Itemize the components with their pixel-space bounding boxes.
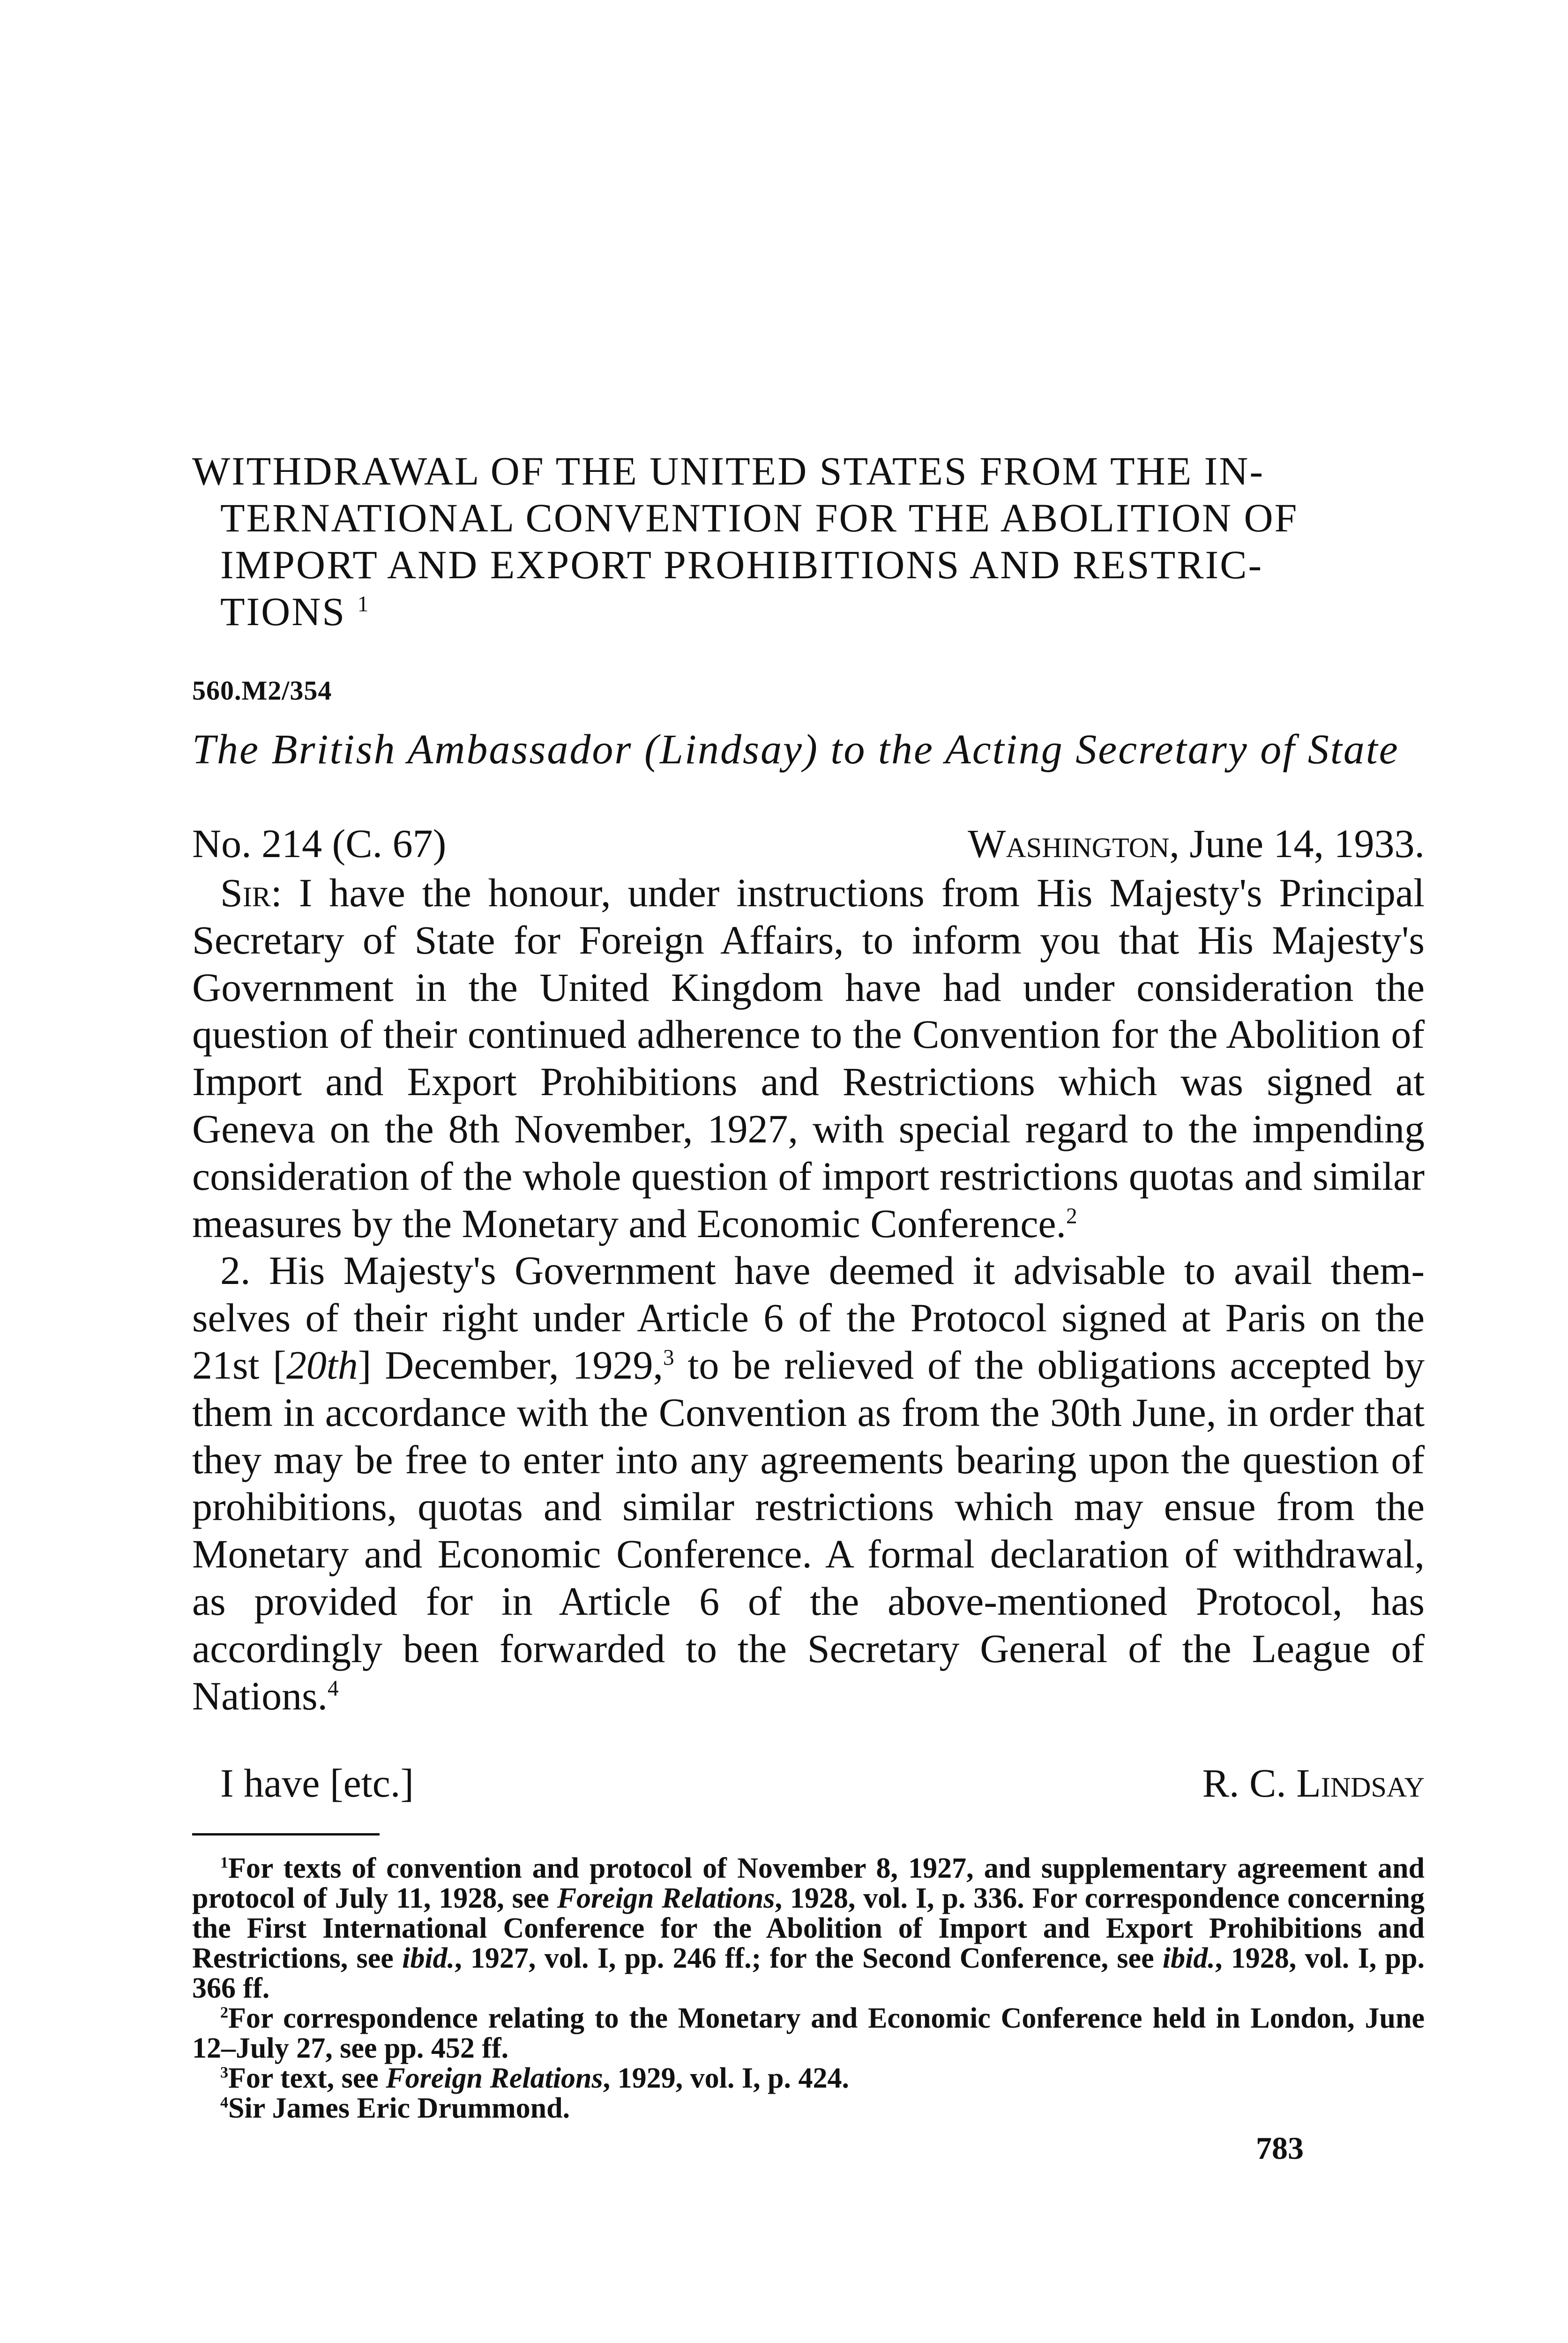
title-line-2: TERNATIONAL CONVENTION FOR THE ABOLITION OF [220,495,1299,540]
footnote-1-italic-b: ibid. [402,1942,455,1974]
footnote-3-number: 3 [220,2064,229,2082]
footnote-1-text-c: , 1927, vol. I, pp. 246 ff.; for the Second Conference, see [455,1942,1163,1974]
paragraph-2-italic: 20th [286,1342,358,1388]
page-number: 783 [1256,2130,1304,2166]
title-line-4: TIONS [220,589,346,634]
paragraph-2-text-b: ] December, 1929, [358,1342,663,1388]
footnote-divider [192,1833,380,1836]
footnote-4-number: 4 [220,2094,229,2112]
footnote-1-number: 1 [220,1854,229,1872]
footnote-4 [192,2093,1425,2123]
footnote-ref-2: 2 [1066,1203,1077,1228]
title-line-1: WITHDRAWAL OF THE UNITED STATES FROM THE IN- [192,448,1265,493]
footnote-3 [192,2063,1425,2093]
signature: R. C. Lindsay [1202,1761,1425,1806]
footnote-2-number: 2 [220,2004,229,2022]
footnote-3-italic: Foreign Relations [386,2062,603,2094]
salutation: Sir [220,870,271,915]
footnote-1 [192,1853,1425,2003]
title-line-3: IMPORT AND EXPORT PROHIBITIONS AND RESTRIC- [220,542,1263,587]
complimentary-close: I have [etc.] [220,1761,414,1806]
footnote-3-text-a: For text, see [228,2062,386,2094]
footnote-1-text-a: For texts of convention and protocol of November 8, 1927, and supplementary agreement and protocol of July 11, 1928, see [192,1852,1425,1914]
footnote-1-text-d: , 1928, vol. I, pp. 366 ff. [192,1942,1425,2004]
place: Washington [968,821,1170,866]
footnotes [192,1853,1425,2123]
document-title [192,448,1425,635]
footnote-4-text: Sir James Eric Drummond. [228,2092,570,2124]
file-number: 560.M2/354 [192,675,332,706]
paragraph-2-text-a: 2. His Majesty's Government have deemed it advisable to avail themselves of their right under Article 6 of the Protocol signed at Paris on the 21st [ [192,1248,1425,1388]
letter-body [192,869,1425,1719]
footnote-ref-4: 4 [328,1676,339,1701]
title-footnote-ref: 1 [357,592,370,617]
document-heading: The British Ambassador (Lindsay) to the Acting Secretary of State [192,726,1399,773]
footnote-2 [192,2003,1425,2063]
paragraph-1-text: : I have the honour, under instructions from His Majesty's Principal Secretary of State for Foreign Affairs, to inform you that His Majesty's Government in the United Kingdom have had under consideration the question of their continued adherence to the Convention for the Abolition of Import and Export Prohibitions and Restrictions which was signed at Geneva on the 8th November, 1927, with special regard to the impending consideration of the whole question of import restrictions quotas and similar measures by the Monetary and Economic Conference. [192,870,1425,1246]
footnote-1-italic-c: ibid. [1162,1942,1215,1974]
place-date [968,820,1425,867]
footnote-1-text-b: , 1928, vol. I, p. 336. For correspondence concerning the First International Conference for the Abolition of Import and Export Prohibitions and Restrictions, see [192,1882,1425,1974]
footnote-3-text-b: , 1929, vol. I, p. 424. [603,2062,850,2094]
paragraph-2-text-c: to be relieved of the obligations accepted by them in accordance with the Convention as from the 30th June, in order that they may be free to enter into any agreements bearing upon the question of prohibitions, quotas and similar restrictions which may ensue from the Monetary and Economic Conference. A formal declaration of withdrawal, as provided for in Article 6 of the above-mentioned Protocol, has accordingly been forwarded to the Secretary General of the League of Nations. [192,1342,1425,1718]
date: , June 14, 1933. [1169,821,1425,866]
document-number: No. 214 (C. 67) [192,821,447,866]
paragraph-2 [192,1247,1425,1719]
footnote-1-italic-a: Foreign Relations [557,1882,775,1914]
footnote-2-text: For correspondence relating to the Monetary and Economic Conference held in London, June 12–July 27, see pp. 452 ff. [192,2002,1425,2064]
paragraph-1 [192,869,1425,1247]
footnote-ref-3: 3 [663,1345,674,1370]
